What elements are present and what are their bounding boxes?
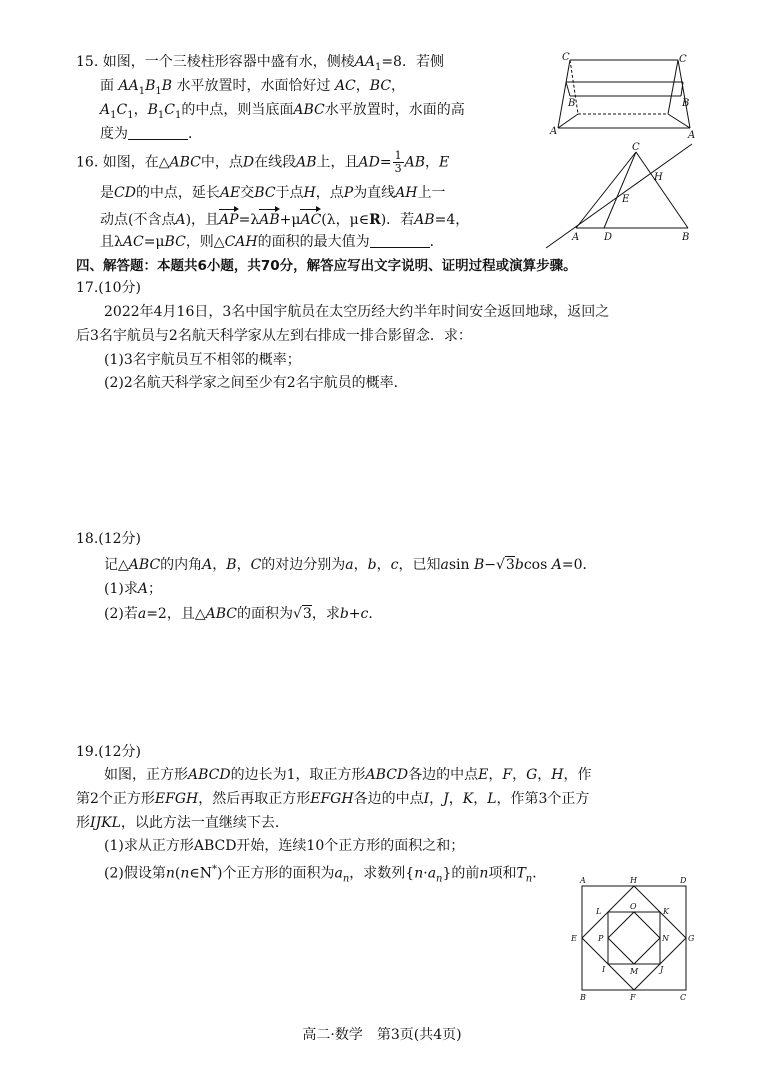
page-footer: 高二·数学 第3页(共4页) — [302, 1027, 462, 1043]
triangle-figure — [540, 140, 700, 252]
q15-line-4: 度为 ． — [100, 126, 202, 142]
sq-label-m: M — [630, 967, 639, 976]
q16-line-2: 是CD的中点，延长AE交BC于点H，点P为直线AH上一 — [100, 185, 446, 201]
q18-para-1: 记△ABC的内角A，B，C的对边分别为a，b，c，已知asin B−√3bcos A=0． — [104, 557, 597, 573]
sq-label-f: F — [630, 993, 636, 1002]
sq-label-o: O — [630, 902, 637, 911]
sq-label-e: E — [571, 934, 577, 943]
fraction-one-third: $\frac{1}{3}$ — [394, 149, 402, 175]
section-4-heading: 四、解答题：本题共6小题，共70分，解答应写出文字说明、证明过程或演算步骤。 — [76, 258, 577, 274]
q19-para-1: 如图，正方形ABCD的边长为1，取正方形ABCD各边的中点E，F，G，H，作 — [104, 767, 592, 783]
tri-label-d: D — [604, 232, 613, 243]
q16-line-3: 动点(不含点A)，且AP=λAB+μAC(λ，μ∈R)．若AB=4， — [100, 208, 469, 230]
sq-label-n: N — [662, 934, 669, 943]
q17-sub-2: (2)2名航天科学家之间至少有2名宇航员的概率． — [104, 375, 408, 391]
q15-line-3: $A_1C_1$，$B_1C_1$的中点，则当底面ABC水平放置时，水面的高 — [100, 102, 465, 121]
tri-label-b: B — [682, 232, 690, 243]
prism-figure — [548, 50, 698, 140]
tri-label-h: H — [654, 172, 663, 183]
q17-sub-1: (1)3名宇航员互不相邻的概率； — [104, 352, 301, 368]
sq-label-h: H — [630, 876, 637, 885]
sq-label-l: L — [596, 907, 602, 916]
sq-label-g: G — [688, 934, 695, 943]
q17-head: 17.(10分) — [76, 280, 142, 296]
nested-squares-figure — [568, 874, 698, 1004]
q17-para-1: 2022年4月16日，3名中国宇航员在太空历经大约半年时间安全返回地球，返回之 — [104, 304, 610, 320]
q16-line-1: 16. 如图，在△ABC中，点D在线段AB上，且AD= $\frac{1}{3}$ AB，E — [76, 149, 450, 175]
q18-sub-1: (1)求A； — [104, 581, 162, 597]
sq-label-p: P — [598, 934, 604, 943]
sq-label-b: B — [580, 993, 586, 1002]
q15-line-1: 15. 如图，一个三棱柱形容器中盛有水，侧棱$AA_1=8$．若侧 — [76, 54, 444, 73]
q18-head: 18.(12分) — [76, 531, 142, 547]
sq-label-a: A — [580, 876, 586, 885]
q18-sub-2: (2)若a=2，且△ABC的面积为√3，求b+c． — [104, 606, 383, 622]
answer-blank — [128, 125, 188, 140]
tri-label-a: A — [572, 232, 580, 243]
q19-para-3: 形IJKL，以此方法一直继续下去． — [76, 815, 289, 831]
prism-label-a: A — [550, 126, 558, 137]
sq-label-j: J — [660, 965, 664, 974]
sq-label-i: I — [602, 965, 606, 974]
q19-para-2: 第2个正方形EFGH，然后再取正方形EFGH各边的中点I，J，K，L，作第3个正方 — [76, 791, 590, 807]
q17-para-2: 后3名宇航员与2名航天科学家从左到右排成一排合影留念．求： — [76, 328, 472, 344]
prism-label-c: C — [562, 52, 570, 63]
prism-label-a1: A — [688, 130, 696, 140]
answer-blank — [370, 233, 430, 248]
sq-label-k: K — [663, 907, 669, 916]
q19-sub-2: (2)假设第n(n∈N*)个正方形的面积为$a_n$，求数列$\{n\cdot a_n\}$的前n项和$T_n$． — [104, 864, 547, 885]
tri-label-e: E — [622, 194, 630, 205]
q15-line-2: 面 $AA_1B_1B$ 水平放置时，水面恰好过 AC，BC， — [100, 78, 406, 97]
q19-head: 19.(12分) — [76, 744, 142, 760]
prism-label-b1: B — [682, 98, 690, 109]
sq-label-d: D — [680, 876, 687, 885]
tri-label-c: C — [632, 142, 640, 153]
q16-line-4: 且λAC=μBC，则△CAH的面积的最大值为 ． — [100, 234, 444, 250]
prism-label-b: B — [568, 98, 576, 109]
sq-label-c: C — [680, 993, 687, 1002]
prism-label-c1: C — [679, 54, 687, 65]
q19-sub-1: (1)求从正方形ABCD开始，连续10个正方形的面积之和； — [104, 838, 465, 854]
